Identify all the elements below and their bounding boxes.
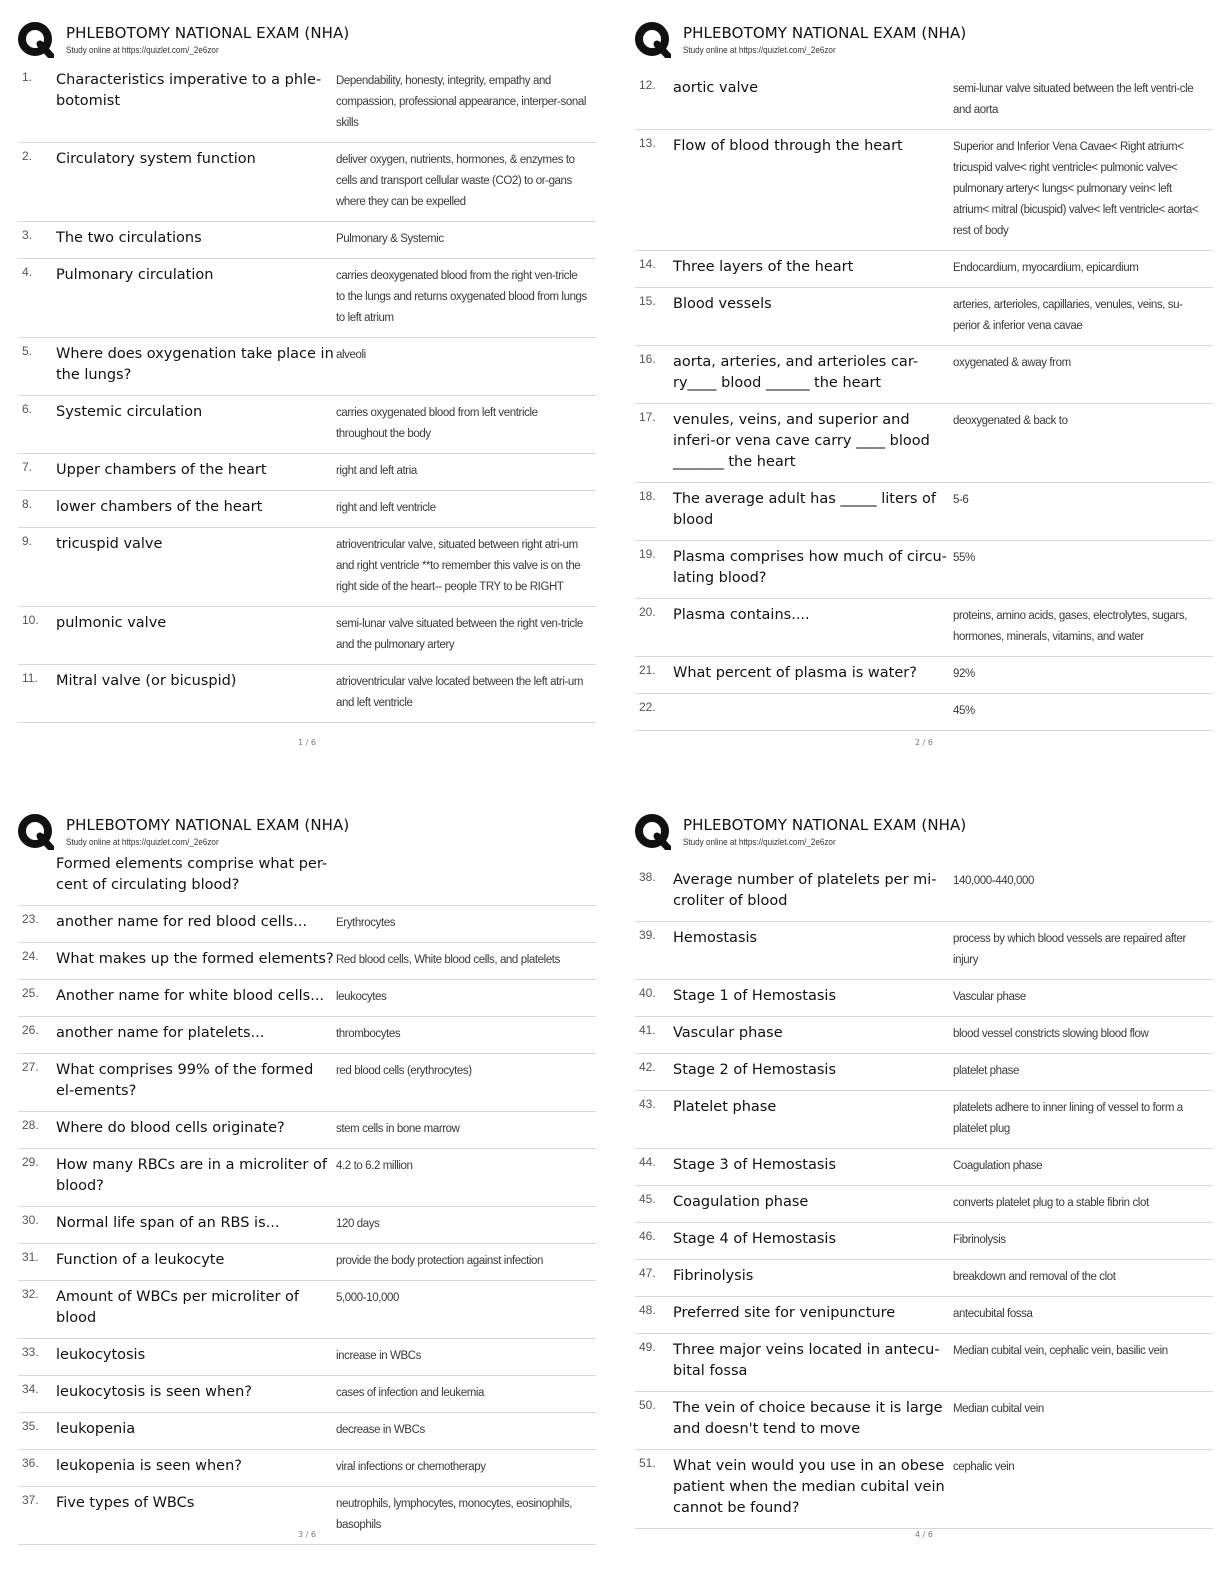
term-text: Where does oxygenation take place in the lungs? [56, 346, 334, 383]
item-number: 29. [22, 1155, 39, 1169]
item-number: 30. [22, 1213, 39, 1227]
definition-text: 120 days [336, 1218, 380, 1230]
term-text: Three major veins located in antecu-bital fossa [673, 1342, 940, 1379]
flashcard-row [635, 1054, 1213, 1091]
item-number: 38. [639, 870, 656, 884]
item-number: 42. [639, 1060, 656, 1074]
term-text: leukocytosis is seen when? [56, 1384, 252, 1400]
page-number: 4 / 6 [915, 1530, 933, 1539]
item-number: 22. [639, 700, 656, 714]
flashcard-row [635, 404, 1213, 483]
definition-text: Dependability, honesty, integrity, empathy and compassion, professional appearance, interper-sonal skills [336, 75, 587, 129]
term-text: leukopenia [56, 1421, 136, 1437]
term-text: Platelet phase [673, 1099, 777, 1115]
item-number: 18. [639, 489, 656, 503]
item-number: 21. [639, 663, 656, 677]
flashcard-row [635, 1260, 1213, 1297]
definition-text: deliver oxygen, nutrients, hormones, & enzymes to cells and transport cellular waste (CO2) to or-gans where they can be expelled [336, 154, 575, 208]
definition-text: right and left ventricle [336, 502, 436, 514]
term-text: Five types of WBCs [56, 1495, 195, 1511]
flashcard-row [635, 980, 1213, 1017]
definition-text: Coagulation phase [953, 1160, 1043, 1172]
definition-text: leukocytes [336, 991, 387, 1003]
item-number: 19. [639, 547, 656, 561]
definition-text: 92% [953, 668, 975, 680]
flashcard-row [635, 251, 1213, 288]
flashcard-row [18, 1413, 596, 1450]
flashcard-list [18, 64, 596, 723]
definition-text: Vascular phase [953, 991, 1026, 1003]
item-number: 37. [22, 1493, 39, 1507]
item-number: 31. [22, 1250, 39, 1264]
page-header [18, 20, 596, 62]
flashcard-list [635, 72, 1213, 731]
item-number: 43. [639, 1097, 656, 1111]
term-text: Another name for white blood cells... [56, 988, 325, 1004]
item-number: 17. [639, 410, 656, 424]
term-text: Circulatory system function [56, 151, 256, 167]
item-number: 10. [22, 613, 39, 627]
definition-text: alveoli [336, 349, 366, 361]
study-online-link[interactable]: Study online at https://quizlet.com/_2e6zor [66, 837, 219, 847]
item-number: 25. [22, 986, 39, 1000]
flashcard-row [18, 607, 596, 665]
quizlet-logo-icon [18, 22, 54, 58]
definition-text: blood vessel constricts slowing blood flow [953, 1028, 1149, 1040]
term-text: Amount of WBCs per microliter of blood [56, 1289, 300, 1326]
item-number: 3. [22, 228, 33, 242]
flashcard-row [635, 1186, 1213, 1223]
item-number: 39. [639, 928, 656, 942]
definition-text: Endocardium, myocardium, epicardium [953, 262, 1139, 274]
definition-text: atrioventricular valve located between the left atri-um and left ventricle [336, 676, 584, 709]
page-header [635, 812, 1213, 854]
definition-text: 55% [953, 552, 975, 564]
flashcard-row [635, 288, 1213, 346]
item-number: 32. [22, 1287, 39, 1301]
definition-text: Fibrinolysis [953, 1234, 1006, 1246]
term-text: What comprises 99% of the formed el-ements? [56, 1062, 314, 1099]
item-number: 36. [22, 1456, 39, 1470]
definition-text: stem cells in bone marrow [336, 1123, 460, 1135]
term-text: The vein of choice because it is large and doesn't tend to move [673, 1400, 943, 1437]
item-number: 26. [22, 1023, 39, 1037]
item-number: 16. [639, 352, 656, 366]
flashcard-row [18, 491, 596, 528]
flashcard-row [635, 694, 1213, 731]
definition-text: decrease in WBCs [336, 1424, 425, 1436]
flashcard-row [18, 1017, 596, 1054]
page-number: 3 / 6 [298, 1530, 316, 1539]
term-text: The average adult has _____ liters of blood [673, 491, 937, 528]
definition-text: proteins, amino acids, gases, electrolytes, sugars, hormones, minerals, vitamins, and water [953, 610, 1187, 643]
term-text: What vein would you use in an obese patient when the median cubital vein cannot be found? [673, 1458, 945, 1516]
item-number: 27. [22, 1060, 39, 1074]
document-title: PHLEBOTOMY NATIONAL EXAM (NHA) [683, 816, 967, 834]
flashcard-row [18, 1112, 596, 1149]
flashcard-row [635, 1149, 1213, 1186]
item-number: 4. [22, 265, 33, 279]
term-text: Mitral valve (or bicuspid) [56, 673, 237, 689]
term-text: aorta, arteries, and arterioles car-ry____ blood ______ the heart [673, 354, 919, 391]
page-1 [18, 20, 596, 747]
term-text: Systemic circulation [56, 404, 203, 420]
flashcard-row [18, 338, 596, 396]
flashcard-row [635, 541, 1213, 599]
page-2 [635, 20, 1213, 747]
flashcard-row [18, 222, 596, 259]
flashcard-row [635, 130, 1213, 251]
term-text: Where do blood cells originate? [56, 1120, 285, 1136]
term-text: another name for red blood cells... [56, 914, 308, 930]
definition-text: oxygenated & away from [953, 357, 1071, 369]
definition-text: red blood cells (erythrocytes) [336, 1065, 472, 1077]
definition-text: semi-lunar valve situated between the left ventri-cle and aorta [953, 83, 1194, 116]
quizlet-logo-icon [635, 22, 671, 58]
flashcard-row [635, 922, 1213, 980]
term-text: Average number of platelets per mi-croliter of blood [673, 872, 937, 909]
item-number: 40. [639, 986, 656, 1000]
term-text: Pulmonary circulation [56, 267, 214, 283]
term-text: Plasma contains.... [673, 607, 810, 623]
flashcard-row [18, 1054, 596, 1112]
definition-text: 5-6 [953, 494, 969, 506]
definition-text: process by which blood vessels are repaired after injury [953, 933, 1186, 966]
flashcard-list [18, 848, 596, 1545]
flashcard-row [18, 906, 596, 943]
flashcard-row [18, 396, 596, 454]
flashcard-row [18, 943, 596, 980]
item-number: 8. [22, 497, 33, 511]
term-text: Upper chambers of the heart [56, 462, 267, 478]
flashcard-row [635, 864, 1213, 922]
term-text: Formed elements comprise what per-cent of circulating blood? [56, 856, 328, 893]
definition-text: 5,000-10,000 [336, 1292, 399, 1304]
term-text: What percent of plasma is water? [673, 665, 917, 681]
page-number: 1 / 6 [298, 738, 316, 747]
term-text: Preferred site for venipuncture [673, 1305, 896, 1321]
term-text: pulmonic valve [56, 615, 167, 631]
definition-text: antecubital fossa [953, 1308, 1033, 1320]
item-number: 50. [639, 1398, 656, 1412]
flashcard-row [635, 1297, 1213, 1334]
item-number: 35. [22, 1419, 39, 1433]
item-number: 23. [22, 912, 39, 926]
term-text: How many RBCs are in a microliter of blood? [56, 1157, 327, 1194]
definition-text: Erythrocytes [336, 917, 396, 929]
page-header [635, 20, 1213, 62]
term-text: Hemostasis [673, 930, 758, 946]
item-number: 48. [639, 1303, 656, 1317]
flashcard-row [635, 1017, 1213, 1054]
item-number: 28. [22, 1118, 39, 1132]
flashcard-row [635, 599, 1213, 657]
flashcard-row [18, 64, 596, 143]
item-number: 5. [22, 344, 33, 358]
definition-text: Median cubital vein [953, 1403, 1044, 1415]
definition-text: 4.2 to 6.2 million [336, 1160, 413, 1172]
term-text: Characteristics imperative to a phle-botomist [56, 72, 322, 109]
definition-text: 45% [953, 705, 975, 717]
flashcard-row [18, 1450, 596, 1487]
term-text: Stage 2 of Hemostasis [673, 1062, 837, 1078]
definition-text: carries oxygenated blood from left ventricle throughout the body [336, 407, 538, 440]
item-number: 9. [22, 534, 33, 548]
item-number: 49. [639, 1340, 656, 1354]
page-4 [635, 812, 1213, 1539]
item-number: 34. [22, 1382, 39, 1396]
term-text: Flow of blood through the heart [673, 138, 903, 154]
item-number: 7. [22, 460, 33, 474]
flashcard-row [18, 528, 596, 607]
term-text: another name for platelets... [56, 1025, 265, 1041]
term-text: Stage 4 of Hemostasis [673, 1231, 837, 1247]
flashcard-row [18, 1149, 596, 1207]
definition-text: Red blood cells, White blood cells, and platelets [336, 954, 560, 966]
item-number: 41. [639, 1023, 656, 1037]
item-number: 15. [639, 294, 656, 308]
item-number: 33. [22, 1345, 39, 1359]
study-online-link[interactable]: Study online at https://quizlet.com/_2e6zor [683, 45, 836, 55]
item-number: 20. [639, 605, 656, 619]
definition-text: platelets adhere to inner lining of vessel to form a platelet plug [953, 1102, 1183, 1135]
item-number: 6. [22, 402, 33, 416]
flashcard-row [635, 346, 1213, 404]
term-text: Normal life span of an RBS is... [56, 1215, 280, 1231]
document-title: PHLEBOTOMY NATIONAL EXAM (NHA) [66, 816, 350, 834]
item-number: 45. [639, 1192, 656, 1206]
term-text: leukopenia is seen when? [56, 1458, 242, 1474]
term-text: Coagulation phase [673, 1194, 809, 1210]
term-text: tricuspid valve [56, 536, 163, 552]
definition-text: Pulmonary & Systemic [336, 233, 444, 245]
quizlet-logo-icon [635, 814, 671, 850]
definition-text: Superior and Inferior Vena Cavae< Right atrium< tricuspid valve< right ventricle< pulmonic valve< pulmonary artery< lungs< pulmonary vein< left atrium< mitral (bicuspid) valve< left ventricle< aorta< rest of body [953, 141, 1199, 237]
definition-text: 140,000-440,000 [953, 875, 1034, 887]
definition-text: carries deoxygenated blood from the right ven-tricle to the lungs and returns oxygenated blood from lungs to left atrium [336, 270, 587, 324]
term-text: Fibrinolysis [673, 1268, 754, 1284]
term-text: Stage 3 of Hemostasis [673, 1157, 837, 1173]
definition-text: platelet phase [953, 1065, 1020, 1077]
term-text: What makes up the formed elements? [56, 951, 334, 967]
flashcard-row [18, 143, 596, 222]
definition-text: provide the body protection against infection [336, 1255, 544, 1267]
definition-text: neutrophils, lymphocytes, monocytes, eosinophils, basophils [336, 1498, 573, 1531]
term-text: aortic valve [673, 80, 759, 96]
definition-text: cephalic vein [953, 1461, 1015, 1473]
page-number: 2 / 6 [915, 738, 933, 747]
flashcard-row [18, 259, 596, 338]
flashcard-row [18, 1281, 596, 1339]
flashcard-row [635, 72, 1213, 130]
definition-text: semi-lunar valve situated between the right ven-tricle and the pulmonary artery [336, 618, 583, 651]
term-text: venules, veins, and superior and inferi-or vena cave carry ____ blood _______ the heart [673, 412, 930, 470]
flashcard-row [18, 1339, 596, 1376]
definition-text: cases of infection and leukemia [336, 1387, 485, 1399]
page-3 [18, 812, 596, 1545]
term-text: Plasma comprises how much of circu-lating blood? [673, 549, 947, 586]
quizlet-logo-icon [18, 814, 54, 850]
study-online-link[interactable]: Study online at https://quizlet.com/_2e6zor [66, 45, 219, 55]
flashcard-row [635, 483, 1213, 541]
definition-text: right and left atria [336, 465, 417, 477]
term-text: lower chambers of the heart [56, 499, 263, 515]
item-number: 51. [639, 1456, 656, 1470]
item-number: 14. [639, 257, 656, 271]
item-number: 24. [22, 949, 39, 963]
term-text: Stage 1 of Hemostasis [673, 988, 837, 1004]
flashcard-row [18, 454, 596, 491]
item-number: 44. [639, 1155, 656, 1169]
definition-text: thrombocytes [336, 1028, 401, 1040]
study-online-link[interactable]: Study online at https://quizlet.com/_2e6zor [683, 837, 836, 847]
term-text: Three layers of the heart [673, 259, 854, 275]
definition-text: viral infections or chemotherapy [336, 1461, 486, 1473]
definition-text: increase in WBCs [336, 1350, 421, 1362]
document-title: PHLEBOTOMY NATIONAL EXAM (NHA) [66, 24, 350, 42]
flashcard-row [18, 848, 596, 906]
term-text: Vascular phase [673, 1025, 783, 1041]
flashcard-row [635, 657, 1213, 694]
item-number: 46. [639, 1229, 656, 1243]
item-number: 47. [639, 1266, 656, 1280]
definition-text: atrioventricular valve, situated between right atri-um and right ventricle **to remember this valve is on the right side of the heart-- people TRY to be RIGHT [336, 539, 581, 593]
item-number: 11. [22, 671, 38, 685]
term-text: Function of a leukocyte [56, 1252, 225, 1268]
flashcard-row [635, 1223, 1213, 1260]
term-text: leukocytosis [56, 1347, 146, 1363]
term-text: The two circulations [56, 230, 202, 246]
flashcard-row [18, 1244, 596, 1281]
flashcard-row [18, 1207, 596, 1244]
flashcard-row [635, 1334, 1213, 1392]
definition-text: deoxygenated & back to [953, 415, 1068, 427]
item-number: 12. [639, 78, 656, 92]
item-number: 2. [22, 149, 33, 163]
definition-text: converts platelet plug to a stable fibrin clot [953, 1197, 1149, 1209]
item-number: 13. [639, 136, 656, 150]
definition-text: arteries, arterioles, capillaries, venules, veins, su-perior & inferior vena cavae [953, 299, 1183, 332]
definition-text: Median cubital vein, cephalic vein, basilic vein [953, 1345, 1168, 1357]
flashcard-row [18, 665, 596, 723]
term-text: Blood vessels [673, 296, 772, 312]
flashcard-row [635, 1392, 1213, 1450]
flashcard-row [635, 1091, 1213, 1149]
document-title: PHLEBOTOMY NATIONAL EXAM (NHA) [683, 24, 967, 42]
flashcard-row [635, 1450, 1213, 1529]
flashcard-row [18, 980, 596, 1017]
flashcard-list [635, 864, 1213, 1529]
flashcard-row [18, 1376, 596, 1413]
item-number: 1. [22, 70, 33, 84]
definition-text: breakdown and removal of the clot [953, 1271, 1116, 1283]
